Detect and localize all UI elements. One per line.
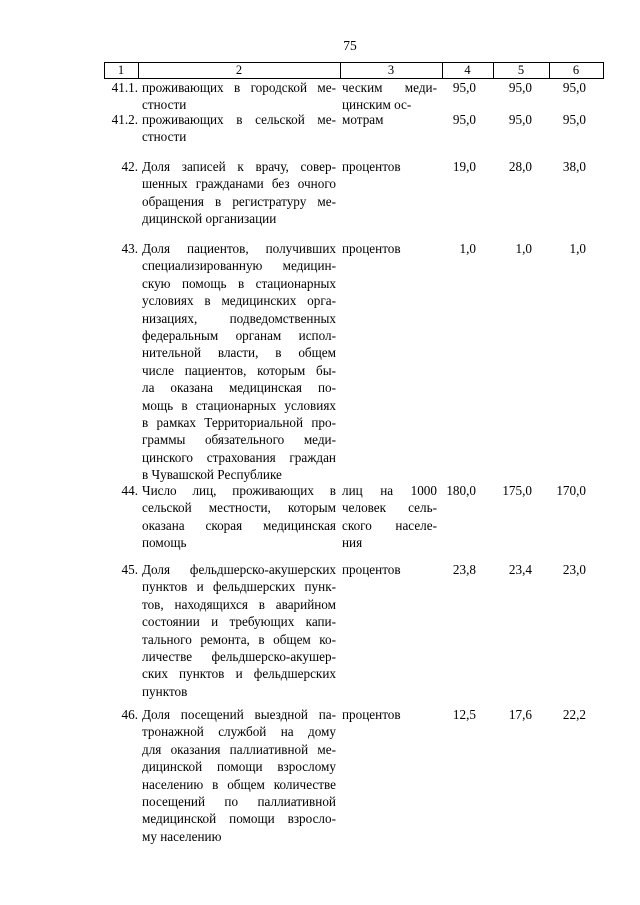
table-header <box>104 62 604 79</box>
row-number: 43. <box>121 241 138 256</box>
indicator-name-line: помощь <box>142 535 187 551</box>
indicator-name-line: посещений по паллиативной <box>142 794 336 810</box>
indicator-name <box>142 79 336 114</box>
indicator-name-line: Доля фельдшерско-акушерских <box>142 562 336 577</box>
value-v4: 95,0 <box>452 80 476 95</box>
indicator-name-line: дицинской помощи взрослому <box>142 759 336 775</box>
value-v5: 95,0 <box>508 112 532 127</box>
row-number: 41.2. <box>111 112 138 127</box>
unit-line: человек сель- <box>342 500 437 516</box>
indicator-name-line: медицинской помощи взросло- <box>142 811 336 827</box>
indicator-name-line: в Чувашской Республике <box>142 467 282 483</box>
indicator-name <box>142 482 336 552</box>
indicator-name-line: пунктов и фельдшерских пунк- <box>142 579 336 595</box>
indicator-name-line: федеральным органам испол- <box>142 328 336 344</box>
row-number: 46. <box>121 707 138 722</box>
indicator-name-line: обращения в регистратуру ме- <box>142 193 336 209</box>
indicator-name-line: му населению <box>142 828 222 844</box>
unit-of-measure <box>342 158 437 175</box>
indicator-name-line: Доля посещений выездной па- <box>142 707 336 722</box>
unit-line: лиц на 1000 <box>342 483 437 498</box>
header-col-6: 6 <box>572 63 580 77</box>
indicator-name-line: стности <box>142 97 187 113</box>
header-col-3: 3 <box>387 63 395 77</box>
row-number: 45. <box>121 562 138 577</box>
indicator-name-line: мощь в стационарных условиях <box>142 397 336 413</box>
value-v5: 28,0 <box>508 159 532 174</box>
unit-of-measure <box>342 706 437 723</box>
indicator-name-line: пунктов <box>142 683 188 699</box>
header-col-5: 5 <box>517 63 525 77</box>
indicator-name-line: скую помощь в стационарных <box>142 275 336 291</box>
indicator-name-line: оказана скорая медицинская <box>142 517 336 533</box>
unit-line: процентов <box>342 241 401 256</box>
indicator-name-line: ла оказана медицинская по- <box>142 380 336 396</box>
unit-line: процентов <box>342 707 401 722</box>
value-v5: 175,0 <box>502 483 532 498</box>
indicator-name-line: личестве фельдшерско-акушер- <box>142 649 336 665</box>
row-number: 41.1. <box>111 80 138 95</box>
indicator-name-line: условиях в медицинских орга- <box>142 293 336 309</box>
value-v6: 170,0 <box>556 483 586 498</box>
unit-line: мотрам <box>342 112 384 127</box>
unit-line: цинским ос- <box>342 97 412 113</box>
value-v4: 19,0 <box>452 159 476 174</box>
header-col-4: 4 <box>464 63 471 77</box>
indicator-name-line: цинского страхования граждан <box>142 449 336 465</box>
value-v4: 95,0 <box>452 112 476 127</box>
indicator-name-line: числе пациентов, которым бы- <box>142 362 336 378</box>
indicator-name-line: дицинской организации <box>142 211 277 227</box>
indicator-name-line: в рамках Территориальной про- <box>142 415 336 431</box>
value-v4: 12,5 <box>452 707 476 722</box>
indicator-name-line: населению в общем количестве <box>142 776 336 792</box>
indicator-name-line: Число лиц, проживающих в <box>142 483 336 498</box>
indicator-name-line: проживающих в городской ме- <box>142 80 336 95</box>
unit-line: процентов <box>342 159 401 174</box>
value-v6: 38,0 <box>562 159 586 174</box>
indicator-name-line: ских пунктов и фельдшерских <box>142 666 336 682</box>
value-v6: 22,2 <box>562 707 586 722</box>
indicator-name-line: шенных гражданами без очного <box>142 176 336 192</box>
value-v5: 1,0 <box>515 241 532 256</box>
row-number: 44. <box>121 483 138 498</box>
indicator-name-line: специализированную медицин- <box>142 258 336 274</box>
row-number: 42. <box>121 159 138 174</box>
indicator-name-line: состоянии и требующих капи- <box>142 614 336 630</box>
value-v6: 1,0 <box>569 241 586 256</box>
indicator-name-line: Доля записей к врачу, совер- <box>142 159 336 174</box>
unit-of-measure <box>342 79 437 114</box>
value-v6: 95,0 <box>562 80 586 95</box>
indicator-name-line: для оказания паллиативной ме- <box>142 741 336 757</box>
indicator-name-line: низациях, подведомственных <box>142 310 336 326</box>
unit-of-measure <box>342 240 437 257</box>
unit-of-measure <box>342 482 437 552</box>
value-v4: 23,8 <box>452 562 476 577</box>
unit-line: процентов <box>342 562 401 577</box>
indicator-name <box>142 240 336 484</box>
indicator-name-line: тов, находящихся в аварийном <box>142 596 336 612</box>
unit-line: ния <box>342 535 363 551</box>
indicator-name-line: тронажной службой на дому <box>142 724 336 740</box>
unit-of-measure <box>342 111 437 128</box>
indicator-name <box>142 561 336 700</box>
indicator-name-line: стности <box>142 129 187 145</box>
indicator-name-line: нительной власти, в общем <box>142 345 336 361</box>
page-number: 75 <box>343 38 357 53</box>
unit-line: ского населе- <box>342 517 437 533</box>
value-v5: 95,0 <box>508 80 532 95</box>
value-v5: 17,6 <box>508 707 532 722</box>
indicator-name <box>142 158 336 228</box>
indicator-name-line: тального ремонта, в общем ко- <box>142 631 336 647</box>
value-v5: 23,4 <box>508 562 532 577</box>
header-col-2: 2 <box>235 63 243 77</box>
indicator-name-line: Доля пациентов, получивших <box>142 241 336 256</box>
value-v4: 180,0 <box>446 483 476 498</box>
header-col-1: 1 <box>117 63 125 77</box>
indicator-name-line: сельской местности, которым <box>142 500 336 516</box>
value-v4: 1,0 <box>459 241 476 256</box>
unit-of-measure <box>342 561 437 578</box>
indicator-name <box>142 706 336 845</box>
indicator-name <box>142 111 336 146</box>
indicator-name-line: граммы обязательного меди- <box>142 432 336 448</box>
value-v6: 23,0 <box>562 562 586 577</box>
value-v6: 95,0 <box>562 112 586 127</box>
indicator-name-line: проживающих в сельской ме- <box>142 112 336 127</box>
unit-line: ческим меди- <box>342 80 437 95</box>
